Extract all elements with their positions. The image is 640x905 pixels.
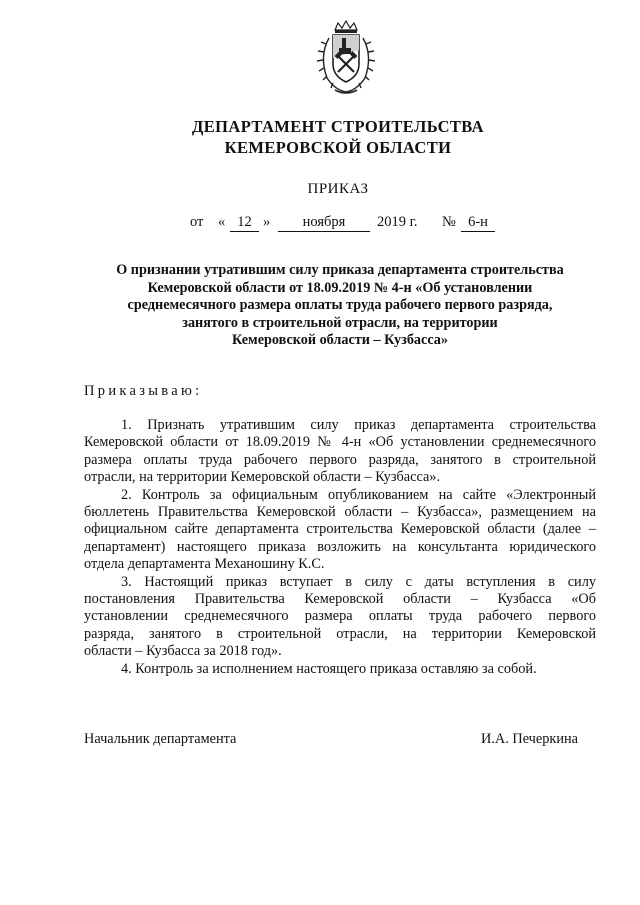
order-date-number-line (0, 214, 640, 236)
order-body (84, 417, 596, 678)
body-line: отдела департамента Механошину К.С. (84, 556, 325, 573)
body-line: департамент) настоящего приказа возложить на консультанта юридического (84, 538, 596, 555)
subject-line: Кемеровской области от 18.09.2019 № 4-н «Об установлении (147, 279, 533, 296)
order-from-label: от (190, 214, 204, 230)
body-line: размера оплаты труда рабочего первого разряда, занятого в строительной (84, 451, 596, 468)
body-line: 1. Признать утратившим силу приказ департамента строительства (121, 417, 596, 433)
body-line: отрасли, на территории Кемеровской области – Кузбасса». (84, 469, 441, 486)
body-line: бюллетень Правительства Кемеровской области – Кузбасса», размещением на (84, 504, 596, 521)
subject-line: занятого в строительной отрасли, на территории (182, 314, 498, 331)
department-name-line-2: КЕМЕРОВСКОЙ ОБЛАСТИ (224, 138, 452, 157)
body-line: разряда, занятого в строительной отрасли, на территории Кемеровской (84, 625, 596, 642)
body-line: 2. Контроль за официальным опубликованием на сайте «Электронный (121, 486, 596, 503)
quote-close: » (263, 214, 271, 230)
subject-line: Кемеровской области – Кузбасса» (232, 332, 448, 349)
body-line: официальном сайте департамента строительства Кемеровской области (далее – (84, 521, 596, 538)
kemerovo-coat-of-arms-icon (311, 20, 381, 96)
order-month: ноября (278, 214, 370, 232)
order-number-label: № (442, 214, 456, 230)
order-title: ПРИКАЗ (307, 181, 369, 197)
subject-line: среднемесячного размера оплаты труда рабочего первого разряда, (127, 297, 553, 314)
signatory-name: И.А. Печеркина (481, 731, 578, 747)
order-day: 12 (230, 214, 259, 232)
body-line: 3. Настоящий приказ вступает в силу с даты вступления в силу (121, 573, 596, 590)
body-line: установлении среднемесячного размера оплаты труда рабочего первого (84, 608, 596, 625)
body-line: Кемеровской области от 18.09.2019 № 4-н «Об установлении среднемесячного (84, 434, 596, 451)
body-line: постановления Правительства Кемеровской области – Кузбасса «Об (84, 591, 596, 608)
order-number: 6-н (461, 214, 495, 232)
subject-line: О признании утратившим силу приказа департамента строительства (116, 262, 564, 278)
department-name-line-1: ДЕПАРТАМЕНТ СТРОИТЕЛЬСТВА (192, 117, 484, 136)
order-directive-word: Приказываю: (84, 383, 203, 399)
signatory-position: Начальник департамента (84, 731, 237, 747)
order-subject (70, 262, 610, 350)
order-year: 2019 г. (377, 214, 418, 230)
body-line: 4. Контроль за исполнением настоящего приказа оставляю за собой. (121, 660, 537, 677)
body-line: области – Кузбасса за 2018 год». (84, 643, 282, 660)
quote-open: « (218, 214, 226, 230)
